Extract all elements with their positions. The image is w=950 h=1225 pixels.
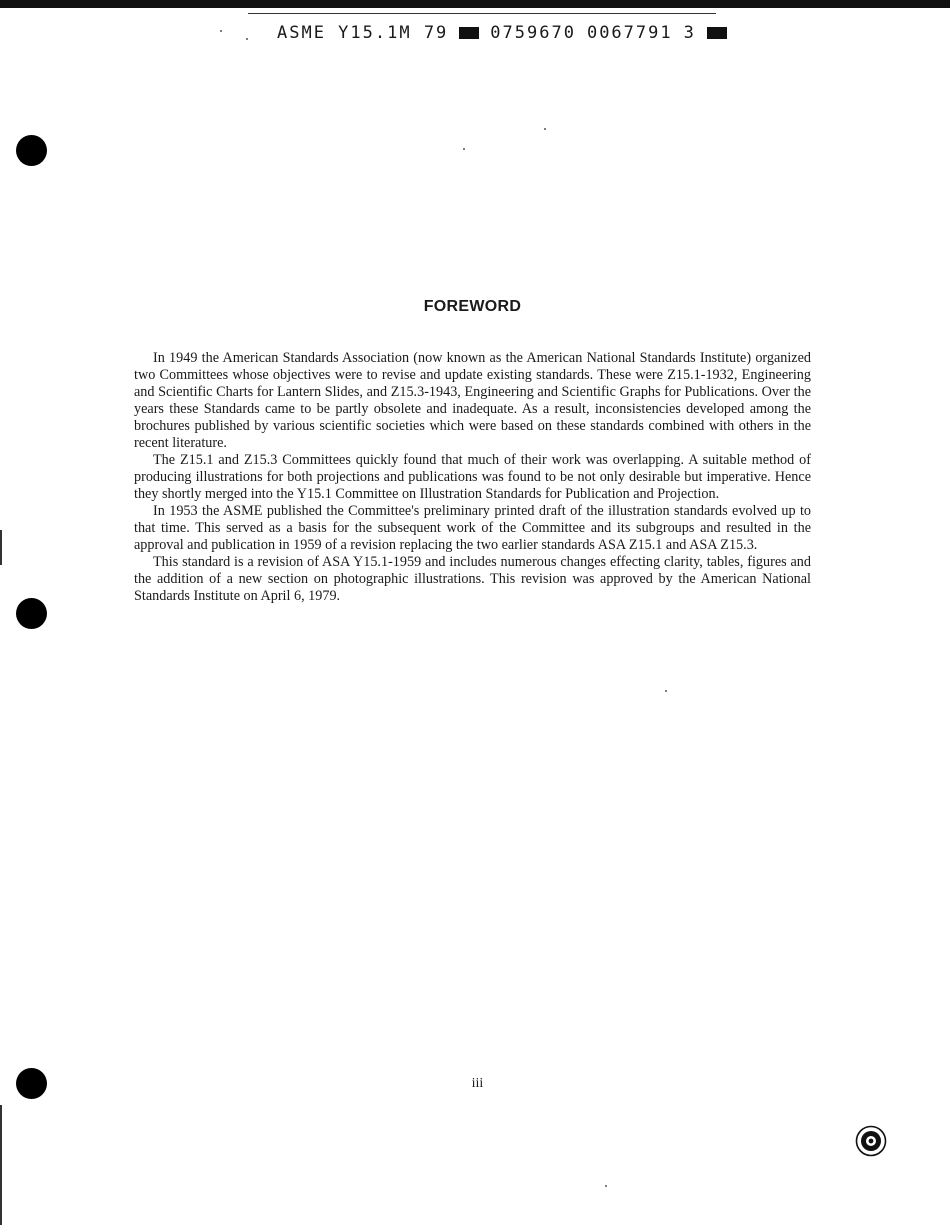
scan-speck [246, 38, 248, 40]
document-header [277, 22, 727, 44]
paragraph: This standard is a revision of ASA Y15.1-1959 and includes numerous changes effecting clarity, tables, figures and the addition of a new section on photographic illustrations. This revision was approved by the American National Standards Institute on April 6, 1979. [134, 554, 811, 604]
page-title: FOREWORD [423, 298, 522, 315]
binder-hole-middle [16, 598, 47, 629]
header-code-1: 0759670 [490, 23, 576, 43]
scan-edge-mark [0, 530, 2, 565]
header-code-2: 0067791 [586, 23, 673, 43]
scan-top-edge [0, 0, 950, 8]
paragraph: The Z15.1 and Z15.3 Committees quickly found that much of their work was overlapping. A suitable method of producing illustrations for both projections and publications was found to be not only desirable but imperative. Hence they shortly merged into the Y15.1 Committee on Illustration Standards for Publication and Projection. [134, 452, 811, 502]
header-block-mark [459, 27, 479, 39]
scan-speck [544, 128, 546, 130]
scan-speck [665, 690, 667, 692]
paragraph: In 1953 the ASME published the Committee's preliminary printed draft of the illustration standards evolved up to that time. This served as a basis for the subsequent work of the Committee and its subgroups and resulted in the approval and publication in 1959 of a revision replacing the two earlier standards ASA Z15.1 and ASA Z15.3. [134, 503, 811, 553]
scan-edge-mark-bottom [0, 1105, 2, 1225]
scan-speck [463, 148, 465, 150]
paragraph: In 1949 the American Standards Association (now known as the American National Standards Institute) organized two Committees whose objectives were to revise and update existing standards. These were Z15.1-1932, Engineering and Scientific Charts for Lantern Slides, and Z15.3-1943, Engineering and Scientific Graphs for Publications. Over the years these Standards came to be partly obsolete and inadequate. As a result, inconsistencies developed among the brochures published by various scientific societies which were based on these standards combined with others in the recent literature. [134, 350, 811, 451]
asme-seal-icon [855, 1125, 887, 1157]
scan-speck [220, 30, 222, 32]
header-designation: ASME Y15.1M 79 [277, 23, 449, 43]
header-code-3: 3 [683, 23, 696, 43]
header-rule [248, 13, 716, 14]
foreword-body [134, 350, 811, 605]
header-block-mark-end [707, 27, 727, 39]
page-number: iii [471, 1076, 484, 1091]
scan-speck [605, 1185, 607, 1187]
binder-hole-top [16, 135, 47, 166]
